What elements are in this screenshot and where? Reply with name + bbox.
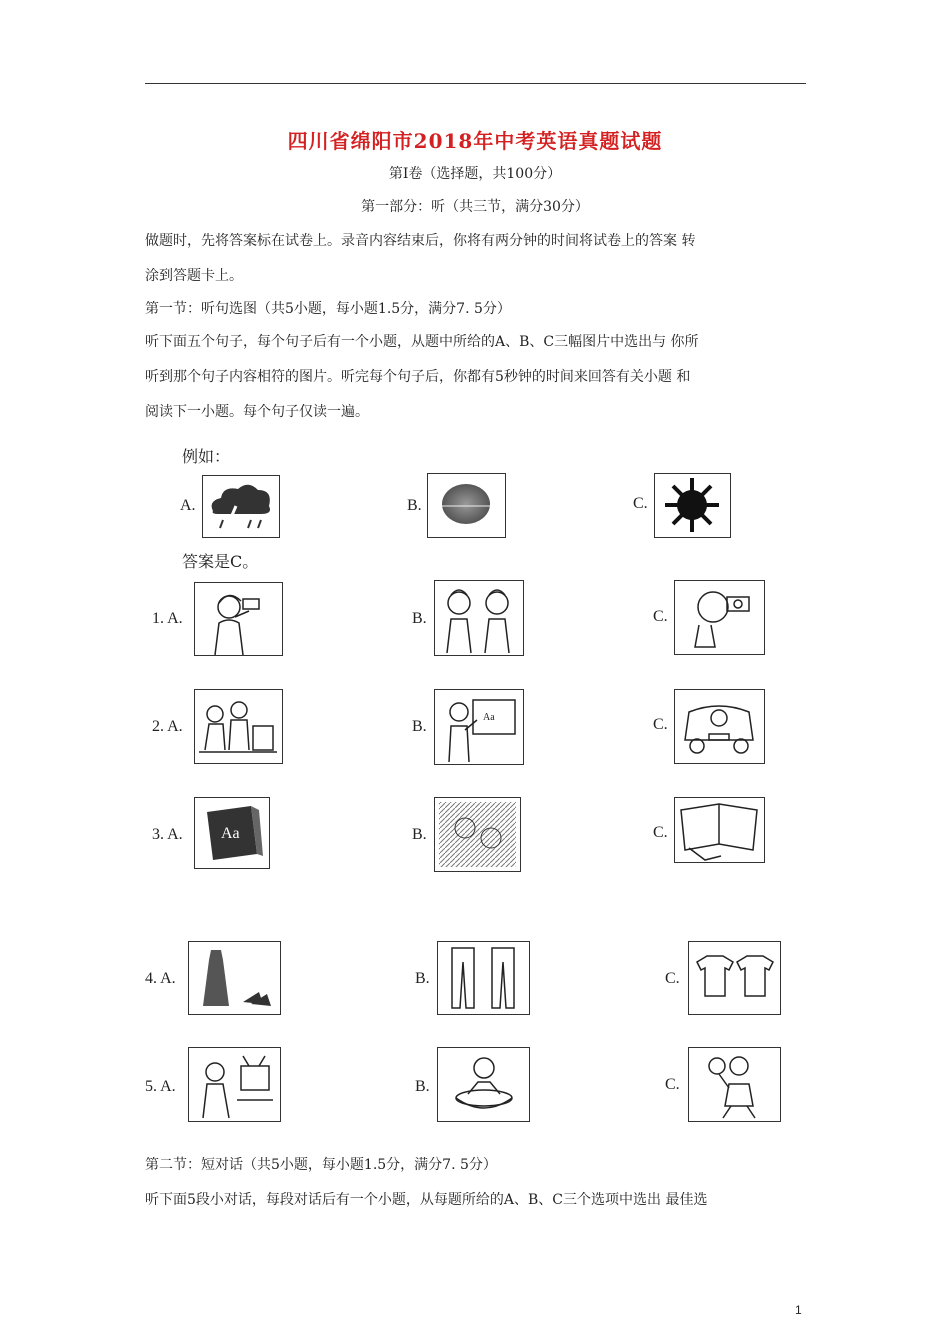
volume-heading: 第Ⅰ卷（选择题，共100分） — [388, 166, 562, 182]
example-option-b-label: B. — [407, 497, 422, 514]
tv-woman-icon — [188, 1047, 281, 1122]
part-one-heading: 第一部分：听（共三节，满分30分） — [361, 199, 589, 215]
q1-option-c-label: C. — [653, 608, 668, 625]
camera-boy-icon — [674, 580, 765, 655]
dress-shoes-icon — [188, 941, 281, 1015]
teacher-board-icon — [434, 689, 524, 765]
sun-icon — [654, 473, 731, 538]
section1-line-1: 听下面五个句子，每个句子后有一个小题，从题中所给的A、B、C三幅图片中选出与 你所 — [145, 334, 699, 350]
q1-label: 1. A. — [152, 610, 183, 627]
section1-line-2: 听到那个句子内容相符的图片。听完每个句子后，你都有5秒钟的时间来回答有关小题 和 — [145, 369, 691, 385]
q2-option-b-label: B. — [412, 718, 427, 735]
cloudy-icon — [427, 473, 506, 538]
tshirts-icon — [688, 941, 781, 1015]
instructions-line-1: 做题时，先将答案标在试卷上。录音内容结束后，你将有两分钟的时间将试卷上的答案 转 — [145, 233, 696, 249]
thunderstorm-icon — [202, 475, 280, 538]
washing-icon — [437, 1047, 530, 1122]
q4-option-b-label: B. — [415, 970, 430, 987]
picture-icon — [434, 797, 521, 872]
dictionary-icon — [194, 797, 270, 869]
example-option-a-label: A. — [180, 497, 196, 514]
header-rule — [145, 83, 806, 84]
car-driver-icon — [674, 689, 765, 764]
ball-girl-icon — [688, 1047, 781, 1122]
q3-option-b-label: B. — [412, 826, 427, 843]
example-answer: 答案是C。 — [182, 552, 259, 571]
q5-label: 5. A. — [145, 1078, 176, 1095]
talking-kids-icon — [434, 580, 524, 656]
section2-heading: 第二节：短对话（共5小题，每小题1.5分，满分7. 5分） — [145, 1157, 497, 1173]
section1-line-3: 阅读下一小题。每个句子仅读一遍。 — [145, 404, 369, 420]
q2-option-c-label: C. — [653, 716, 668, 733]
drinking-girl-icon — [194, 582, 283, 656]
q4-label: 4. A. — [145, 970, 176, 987]
instructions — [145, 224, 807, 294]
q4-option-c-label: C. — [665, 970, 680, 987]
example-label: 例如： — [182, 447, 231, 466]
svg-text:Aa: Aa — [483, 712, 495, 723]
section2-line-1: 听下面5段小对话，每段对话后有一个小题，从每题所给的A、B、C三个选项中选出 最佳选 — [145, 1192, 708, 1208]
jeans-icon — [437, 941, 530, 1015]
page-number: 1 — [795, 1303, 802, 1317]
page-title: 四川省绵阳市2018年中考英语真题试题 — [287, 129, 663, 153]
q1-option-b-label: B. — [412, 610, 427, 627]
q5-option-b-label: B. — [415, 1078, 430, 1095]
q3-option-c-label: C. — [653, 824, 668, 841]
section1-heading: 第一节：听句选图（共5小题，每小题1.5分，满分7. 5分） — [145, 301, 511, 317]
q5-option-c-label: C. — [665, 1076, 680, 1093]
section1-text — [145, 325, 807, 430]
instructions-line-2: 涂到答题卡上。 — [145, 268, 243, 284]
q3-label: 3. A. — [152, 826, 183, 843]
workers-icon — [194, 689, 283, 764]
example-option-c-label: C. — [633, 495, 648, 512]
open-book-icon — [674, 797, 765, 863]
q2-label: 2. A. — [152, 718, 183, 735]
svg-text:Aa: Aa — [221, 825, 240, 842]
